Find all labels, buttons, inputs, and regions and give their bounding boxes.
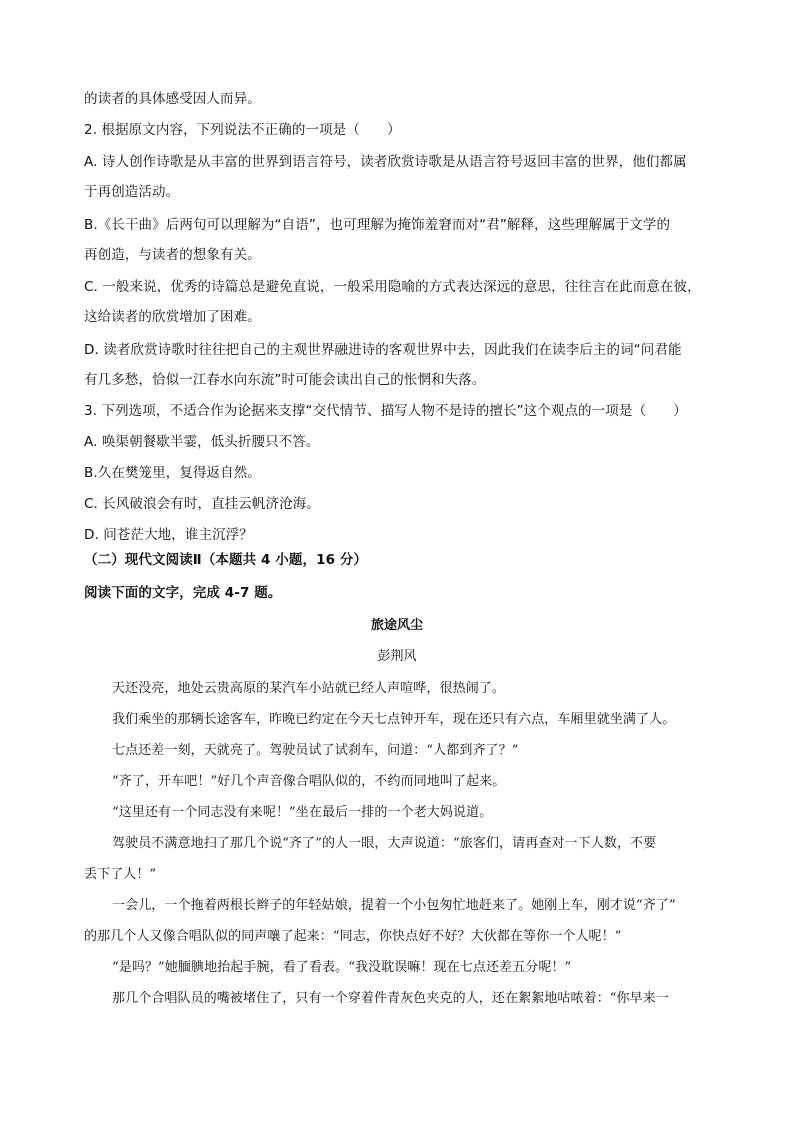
option-d: D. 问苍茫大地，谁主沉浮？ bbox=[84, 527, 253, 543]
story-paragraph: 一会儿，一个拖着两根长辫子的年轻姑娘，提着一个小包匆忙地赶来了。她刚上车，刚才说“齐了” bbox=[112, 898, 676, 913]
section-heading: （二）现代文阅读Ⅱ（本题共 4 小题，16 分） bbox=[84, 552, 368, 568]
story-paragraph: 天还没亮，地处云贵高原的某汽车小站就已经人声喧哗，很热闹了。 bbox=[112, 681, 506, 696]
story-paragraph-cont: 的那几个人又像合唱队似的同声嚷了起来：“同志，你快点好不好？大伙都在等你一个人呢！” bbox=[84, 929, 622, 944]
story-author: 彭荆风 bbox=[377, 649, 417, 664]
option-a-line-2: 于再创造活动。 bbox=[84, 184, 180, 200]
story-paragraph: “这里还有一个同志没有来呢！”坐在最后一排的一个老大妈说道。 bbox=[112, 805, 493, 820]
option-b: B.久在樊笼里，复得返自然。 bbox=[84, 465, 261, 481]
option-a-line-1: A. 诗人创作诗歌是从丰富的世界到语言符号，读者欣赏诗歌是从语言符号返回丰富的世界，他们都属 bbox=[84, 154, 687, 170]
option-c-line-1: C. 一般来说，优秀的诗篇总是避免直说，一般采用隐喻的方式表达深远的意思，往往言在此而意在彼， bbox=[84, 279, 701, 295]
story-paragraph: 那几个合唱队员的嘴被堵住了，只有一个穿着件青灰色夹克的人，还在絮絮地咕哝着：“你早来一 bbox=[112, 991, 669, 1006]
story-paragraph: 我们乘坐的那辆长途客车，昨晚已约定在今天七点钟开车，现在还只有六点，车厢里就坐满了人。 bbox=[112, 712, 676, 727]
text-line: 的读者的具体感受因人而异。 bbox=[84, 91, 261, 107]
story-title: 旅途风尘 bbox=[370, 618, 423, 633]
question-2-stem: 2. 根据原文内容，下列说法不正确的一项是（ ） bbox=[84, 122, 401, 138]
option-a: A. 唤渠朝餐歇半霎，低头折腰只不答。 bbox=[84, 434, 320, 450]
option-d-line-2: 有几多愁，恰似一江春水向东流”时可能会读出自己的怅惘和失落。 bbox=[84, 372, 486, 388]
option-b-line-1: B.《长干曲》后两句可以理解为“自语”，也可理解为掩饰羞窘而对“君”解释，这些理解属于文学的 bbox=[84, 217, 671, 233]
reading-instruction: 阅读下面的文字，完成 4-7 题。 bbox=[84, 585, 282, 601]
question-3-stem: 3. 下列选项，不适合作为论据来支撑“交代情节、描写人物不是诗的擅长”这个观点的一项是（ ） bbox=[84, 403, 687, 419]
option-b-line-2: 再创造，与读者的想象有关。 bbox=[84, 247, 261, 263]
option-c: C. 长风破浪会有时，直挂云帆济沧海。 bbox=[84, 496, 320, 512]
option-c-line-2: 这给读者的欣赏增加了困难。 bbox=[84, 309, 261, 325]
story-paragraph: “是吗？”她腼腆地抬起手腕，看了看表。“我没耽误嘛！现在七点还差五分呢！” bbox=[112, 960, 572, 975]
option-d-line-1: D. 读者欣赏诗歌时往往把自己的主观世界融进诗的客观世界中去，因此我们在读李后主的词“问君能 bbox=[84, 342, 682, 358]
story-paragraph: 七点还差一刻，天就亮了。驾驶员试了试刹车，问道：“人都到齐了？” bbox=[112, 743, 519, 758]
story-paragraph: “齐了，开车吧！”好几个声音像合唱队似的，不约而同地叫了起来。 bbox=[112, 774, 506, 789]
story-paragraph-cont: 丢下了人！” bbox=[84, 867, 157, 882]
story-paragraph: 驾驶员不满意地扫了那几个说“齐了”的人一眼，大声说道：“旅客们，请再查对一下人数，不要 bbox=[112, 836, 657, 851]
